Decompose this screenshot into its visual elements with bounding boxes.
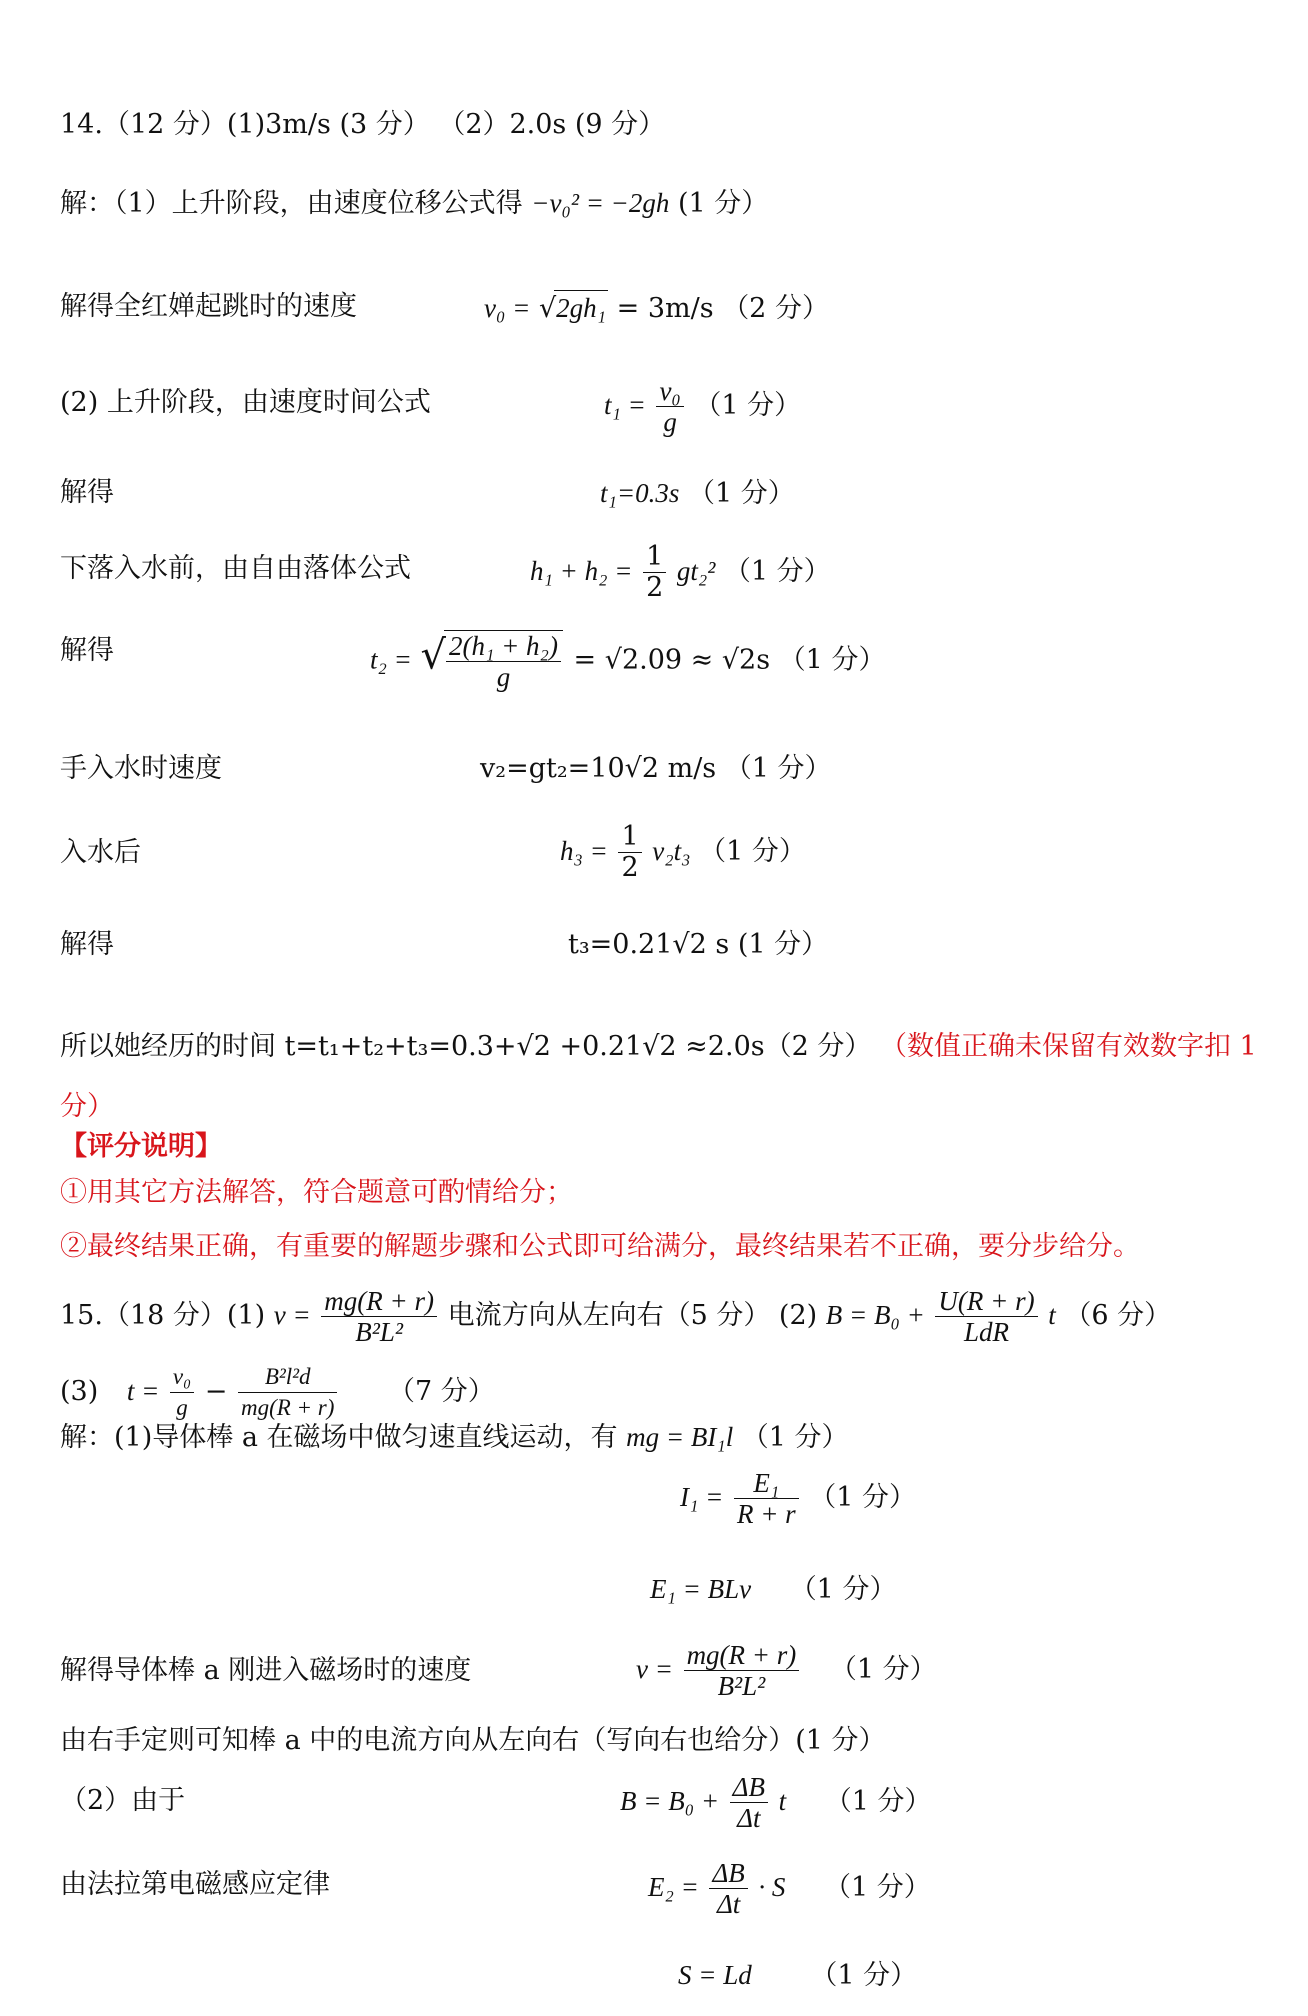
q15-h3-label: (3) [60, 1376, 99, 1407]
q15-h3-minus: − [204, 1376, 228, 1407]
q15-step8-score: （1 分） [810, 1960, 918, 1991]
q15-step7-text: 由法拉第电磁感应定律 [60, 1869, 330, 1900]
q14-step6-den: g [496, 662, 511, 692]
q14-step7-score: （1 分） [724, 753, 832, 784]
q15-step3 [650, 1572, 896, 1607]
q15-h3-frac2 [238, 1362, 337, 1423]
q15-step4-lhs: v = [636, 1654, 673, 1684]
q14-step8-eq [560, 822, 806, 883]
q14-step2-score: （2 分） [722, 293, 829, 324]
q14-step7-eq: v₂=gt₂=10√2 m/s [480, 753, 717, 784]
q14-step5-eq [530, 542, 831, 603]
q14-step3-frac [656, 376, 683, 437]
q15-h3-score: （7 分） [388, 1376, 495, 1407]
q14-step1-text: 解：（1）上升阶段，由速度位移公式得 [60, 188, 523, 219]
q14-step2-text: 解得全红婵起跳时的速度 [60, 291, 357, 322]
q14-step8-score: （1 分） [699, 836, 806, 867]
q15-step3-eq: E₁ = BLv [650, 1574, 752, 1604]
q15-step6-eq [620, 1772, 931, 1833]
q15-step7-frac [709, 1858, 747, 1919]
q15-step4-score: （1 分） [829, 1654, 937, 1685]
q15-step8 [678, 1958, 917, 1993]
q15-step7-rhs: · S [758, 1872, 786, 1902]
q15-step6-lhs: B = B₀ + [620, 1786, 720, 1816]
q15-step4-eq [636, 1640, 937, 1701]
q14-step5-text: 下落入水前，由自由落体公式 [60, 553, 411, 584]
q14-step8-frac [618, 822, 641, 883]
q15-h-B-num: U(R + r) [935, 1286, 1037, 1317]
q15-h-B-t: t [1048, 1300, 1056, 1330]
q15-step7-lhs: E₂ = [648, 1872, 699, 1902]
q14-step6-score: （1 分） [778, 644, 886, 676]
q15-h3-num1: v₀ [170, 1362, 194, 1393]
q15-step2 [680, 1468, 916, 1529]
q14-step9-eq: t₃=0.21√2 s [568, 929, 730, 960]
q14-step3-num: v₀ [656, 376, 683, 407]
q15-step4-den: B²L² [717, 1671, 766, 1701]
q14-step8-den: 2 [621, 852, 639, 883]
q15-h-B-den: LdR [964, 1317, 1010, 1347]
q14-step5-score: （1 分） [723, 556, 831, 587]
q15-step6-frac [730, 1772, 768, 1833]
q15-step2-score: （1 分） [809, 1482, 917, 1513]
q14-step6-rhs: = √2.09 ≈ √2s [573, 644, 771, 676]
q15-step4-text: 解得导体棒 a 刚进入磁场时的速度 [60, 1655, 472, 1686]
q14-step4-text: 解得 [60, 477, 114, 508]
q14-step9-score: (1 分） [737, 929, 829, 960]
q14-step2-rhs: = 3m/s [616, 293, 714, 324]
q15-step2-lhs: I₁ = [680, 1482, 724, 1512]
q14-step9-text: 解得 [60, 929, 114, 960]
q15-step2-den: R + r [736, 1499, 796, 1529]
q14-step3-text: (2) 上升阶段，由速度时间公式 [60, 387, 431, 418]
q15-h3-frac1 [170, 1362, 194, 1423]
q15-h-v-num: mg(R + r) [321, 1286, 437, 1317]
q15-step7-den: Δt [716, 1889, 741, 1919]
q14-step5-frac [643, 542, 666, 603]
q15-h3-num2: B²l²d [238, 1362, 337, 1393]
q15-header-a: 15.（18 分）(1) [60, 1300, 266, 1331]
q14-step5-den: 2 [646, 572, 664, 603]
q15-header-line1 [60, 1286, 1171, 1347]
q14-step6-lhs: t₂ = [370, 644, 412, 675]
q14-step3-score: （1 分） [694, 390, 802, 421]
q14-header: 14.（12 分）(1)3m/s (3 分） （2）2.0s (9 分） [60, 109, 666, 140]
q15-step3-score: （1 分） [789, 1574, 897, 1605]
q14-step3-eq [604, 376, 801, 437]
q14-step10-text: 所以她经历的时间 t=t₁+t₂+t₃=0.3+√2 +0.21√2 ≈2.0s（2 分） [60, 1031, 872, 1062]
q15-step8-eq: S = Ld [678, 1960, 752, 1990]
sqrt-icon: √ [538, 293, 557, 324]
q14-step1 [60, 186, 768, 221]
sqrt-icon: √ [420, 632, 446, 679]
q14-step4-score: （1 分） [687, 478, 795, 509]
q15-step5-text: 由右手定则可知棒 a 中的电流方向从左向右（写向右也给分）(1 分） [60, 1725, 886, 1756]
q14-step8-rhs: v₂t₃ [652, 836, 691, 866]
q15-h-B-frac [935, 1286, 1037, 1347]
q15-step1-text: 解：(1)导体棒 a 在磁场中做匀速直线运动，有 [60, 1422, 618, 1453]
q15-step6-text: （2）由于 [60, 1785, 186, 1816]
q14-step9-eq-wrap [568, 928, 828, 962]
q14-step3-lhs: t₁ = [604, 390, 646, 420]
q14-step2-radicand: 2gh₁ [554, 290, 608, 325]
grading-item-2: ②最终结果正确，有重要的解题步骤和公式即可给满分，最终结果若不正确，要分步给分。 [60, 1231, 1140, 1262]
q14-step7-text: 手入水时速度 [60, 753, 222, 784]
q15-h3-den2: mg(R + r) [240, 1395, 335, 1420]
q14-step6-num: 2(h₁ + h₂) [446, 631, 561, 662]
q14-step10-note: （数值正确未保留有效数字扣 1 [879, 1031, 1257, 1062]
q14-step2-lhs: v₀ = [484, 293, 531, 323]
q15-step7-score: （1 分） [823, 1872, 931, 1903]
q15-h-v-lhs: v = [273, 1300, 311, 1330]
q14-step5-lhs: h₁ + h₂ = [530, 556, 633, 586]
q15-h3-lhs: t = [126, 1376, 160, 1406]
q14-step1-eq: −v₀² = −2gh [531, 188, 670, 218]
q15-header-b: 电流方向从左向右（5 分） (2) [447, 1300, 818, 1331]
q14-step4-eq-wrap [600, 476, 795, 511]
q15-step6-score: （1 分） [824, 1786, 932, 1817]
q14-step6-frac [444, 630, 563, 692]
q14-step8-lhs: h₃ = [560, 836, 608, 866]
q15-header-line2 [60, 1362, 495, 1423]
q14-step8-text: 入水后 [60, 837, 141, 868]
q15-h-v-den: B²L² [355, 1317, 403, 1347]
q15-step7-eq [648, 1858, 931, 1919]
q14-step3-den: g [663, 407, 677, 437]
q15-h-B-lhs: B = B₀ + [825, 1300, 925, 1330]
grading-title: 【评分说明】 [60, 1131, 222, 1162]
q15-step4-num: mg(R + r) [684, 1640, 800, 1671]
q15-step4-frac [684, 1640, 800, 1701]
q14-step10-note-cont: 分） [60, 1091, 114, 1122]
q15-header-c: （6 分） [1064, 1300, 1172, 1331]
grading-item-1: ①用其它方法解答，符合题意可酌情给分； [60, 1177, 573, 1208]
q14-step4-eq: t₁=0.3s [600, 478, 680, 508]
q15-step1-score: （1 分） [741, 1422, 849, 1453]
q15-step7-num: ΔB [709, 1858, 747, 1889]
q15-step6-num: ΔB [730, 1772, 768, 1803]
q14-step10 [60, 1030, 1257, 1064]
q15-step1-eq: mg = BI₁l [626, 1422, 734, 1452]
q15-step2-num: E₁ [734, 1468, 799, 1499]
q14-step6-text: 解得 [60, 635, 114, 666]
q14-step2-eq [484, 290, 829, 326]
q14-step5-num: 1 [643, 542, 666, 573]
q15-step6-den: Δt [737, 1803, 761, 1833]
q14-step7-eq-wrap [480, 752, 832, 786]
q15-step2-frac [734, 1468, 799, 1529]
q14-step1-score: (1 分） [678, 188, 769, 219]
q15-step1 [60, 1420, 849, 1455]
q14-step8-num: 1 [618, 822, 641, 853]
q14-step6-eq [370, 630, 885, 692]
q15-h3-den1: g [176, 1395, 188, 1420]
q15-step6-t: t [778, 1786, 787, 1816]
q14-step5-rhs: gt₂² [676, 556, 716, 586]
q15-h-v-frac [321, 1286, 437, 1347]
